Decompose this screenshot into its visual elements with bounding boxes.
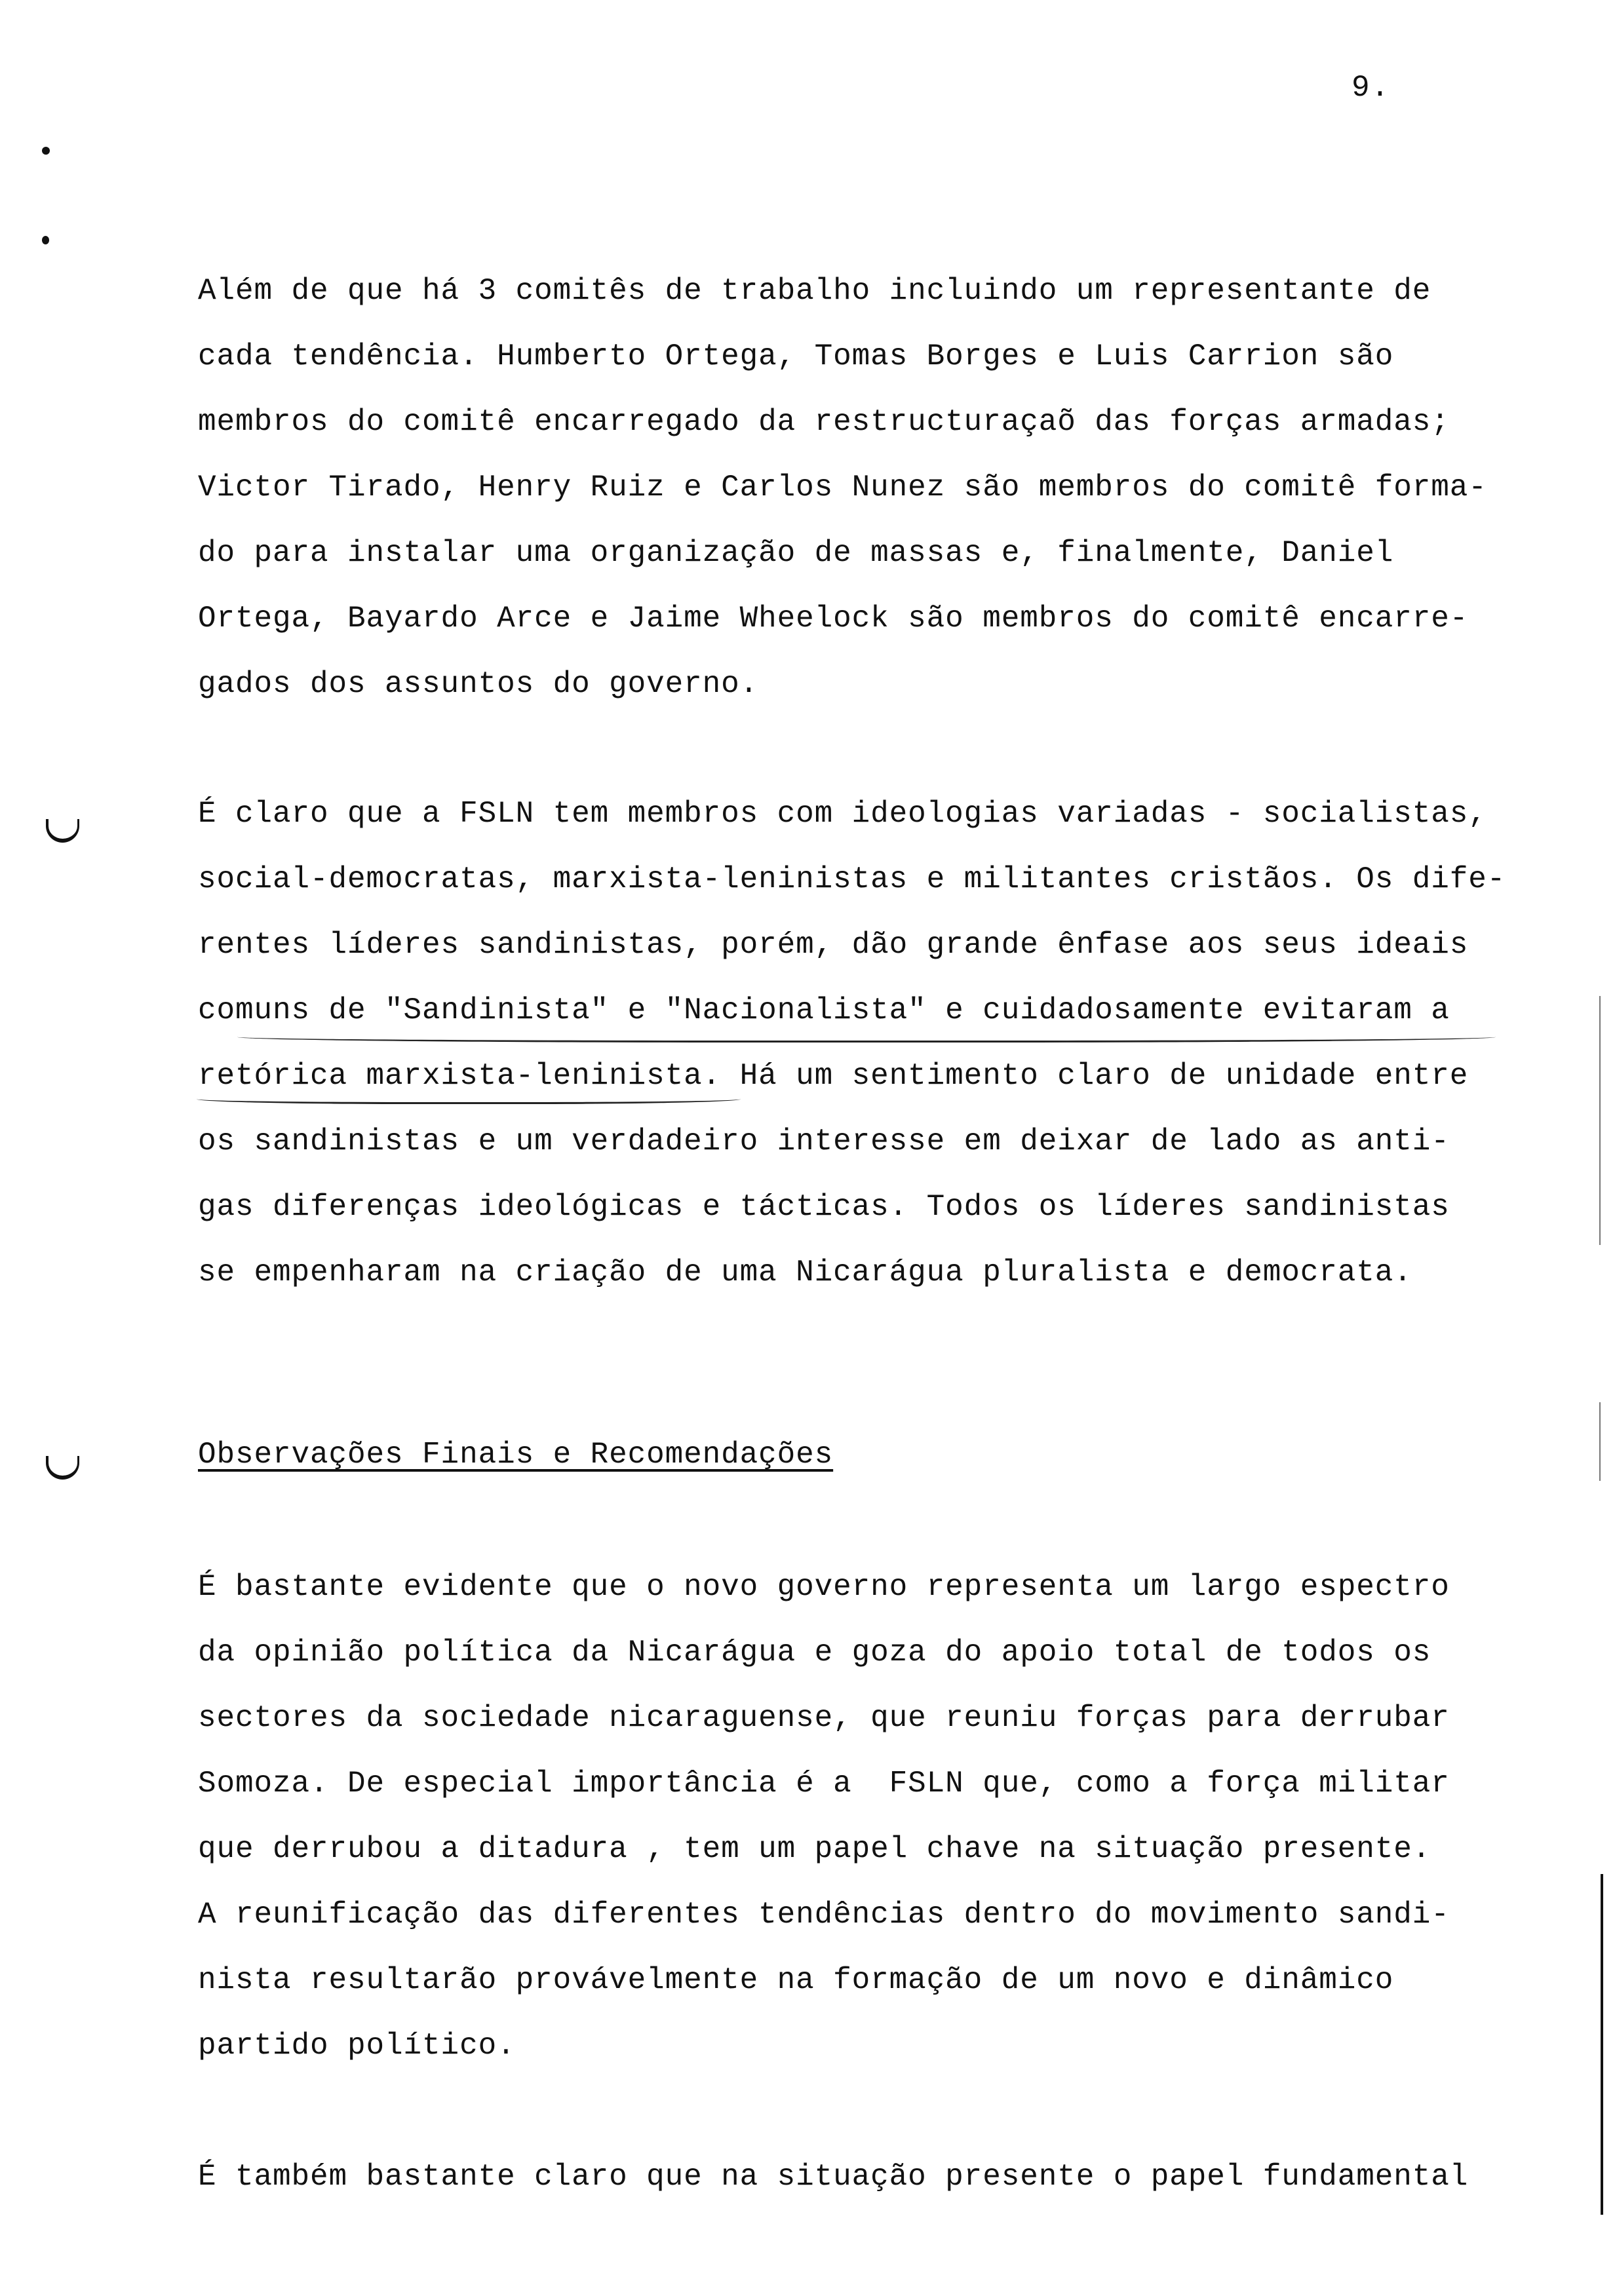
section-paragraph-1-line: que derrubou a ditadura , tem um papel chave na situação presente. — [198, 1832, 1431, 1866]
handwritten-underline — [237, 1029, 1496, 1043]
section-paragraph-1-line: sectores da sociedade nicaraguense, que reuniu forças para derrubar — [198, 1701, 1450, 1735]
scan-edge-mark — [1601, 1874, 1603, 2215]
paragraph-2-line: se empenharam na criação de uma Nicarágua pluralista e democrata. — [198, 1255, 1412, 1290]
section-paragraph-1-line: Somoza. De especial importância é a FSLN que, como a força militar — [198, 1767, 1450, 1801]
paragraph-1-line: Além de que há 3 comitês de trabalho incluindo um representante de — [198, 274, 1431, 308]
hole-punch-mark — [46, 819, 79, 843]
paragraph-1-line: Victor Tirado, Henry Ruiz e Carlos Nunez são membros do comitê forma- — [198, 470, 1487, 505]
paragraph-2-line: comuns de "Sandinista" e "Nacionalista" e cuidadosamente evitaram a — [198, 993, 1450, 1027]
paragraph-1-line: gados dos assuntos do governo. — [198, 667, 759, 701]
section-paragraph-1-line: nista resultarão provávelmente na formação de um novo e dinâmico — [198, 1963, 1394, 1997]
section-paragraph-1-line: partido político. — [198, 2029, 516, 2063]
section-paragraph-1-line: A reunificação das diferentes tendências dentro do movimento sandi- — [198, 1898, 1450, 1932]
paragraph-1-line: Ortega, Bayardo Arce e Jaime Wheelock são membros do comitê encarre- — [198, 602, 1469, 636]
paragraph-2-line: retórica marxista-leninista. Há um sentimento claro de unidade entre — [198, 1059, 1469, 1093]
paragraph-1-line: membros do comitê encarregado da restructuraçaõ das forças armadas; — [198, 405, 1450, 439]
section-paragraph-1-line: É bastante evidente que o novo governo representa um largo espectro — [198, 1570, 1450, 1604]
hole-punch-mark — [46, 1456, 79, 1480]
margin-dot-mark — [42, 147, 50, 155]
scan-edge-mark — [1599, 996, 1601, 1245]
paragraph-2-line: os sandinistas e um verdadeiro interesse em deixar de lado as anti- — [198, 1124, 1450, 1158]
paragraph-2-line: gas diferenças ideológicas e tácticas. Todos os líderes sandinistas — [198, 1190, 1450, 1224]
paragraph-2-line: social-democratas, marxista-leninistas e militantes cristãos. Os dife- — [198, 862, 1506, 896]
paragraph-1-line: do para instalar uma organização de massas e, finalmente, Daniel — [198, 536, 1394, 570]
section-paragraph-2-line: É também bastante claro que na situação presente o papel fundamental — [198, 2160, 1469, 2194]
margin-dot-mark — [42, 236, 49, 244]
paragraph-2-line: rentes líderes sandinistas, porém, dão grande ênfase aos seus ideais — [198, 928, 1469, 962]
paragraph-2-line: É claro que a FSLN tem membros com ideologias variadas - socialistas, — [198, 797, 1487, 831]
handwritten-underline — [197, 1092, 741, 1104]
section-paragraph-1-line: da opinião política da Nicarágua e goza do apoio total de todos os — [198, 1636, 1431, 1670]
scan-edge-mark — [1599, 1402, 1601, 1481]
page-number: 9. — [1352, 71, 1391, 105]
paragraph-1-line: cada tendência. Humberto Ortega, Tomas Borges e Luis Carrion são — [198, 339, 1394, 373]
section-heading: Observações Finais e Recomendações — [198, 1438, 834, 1472]
